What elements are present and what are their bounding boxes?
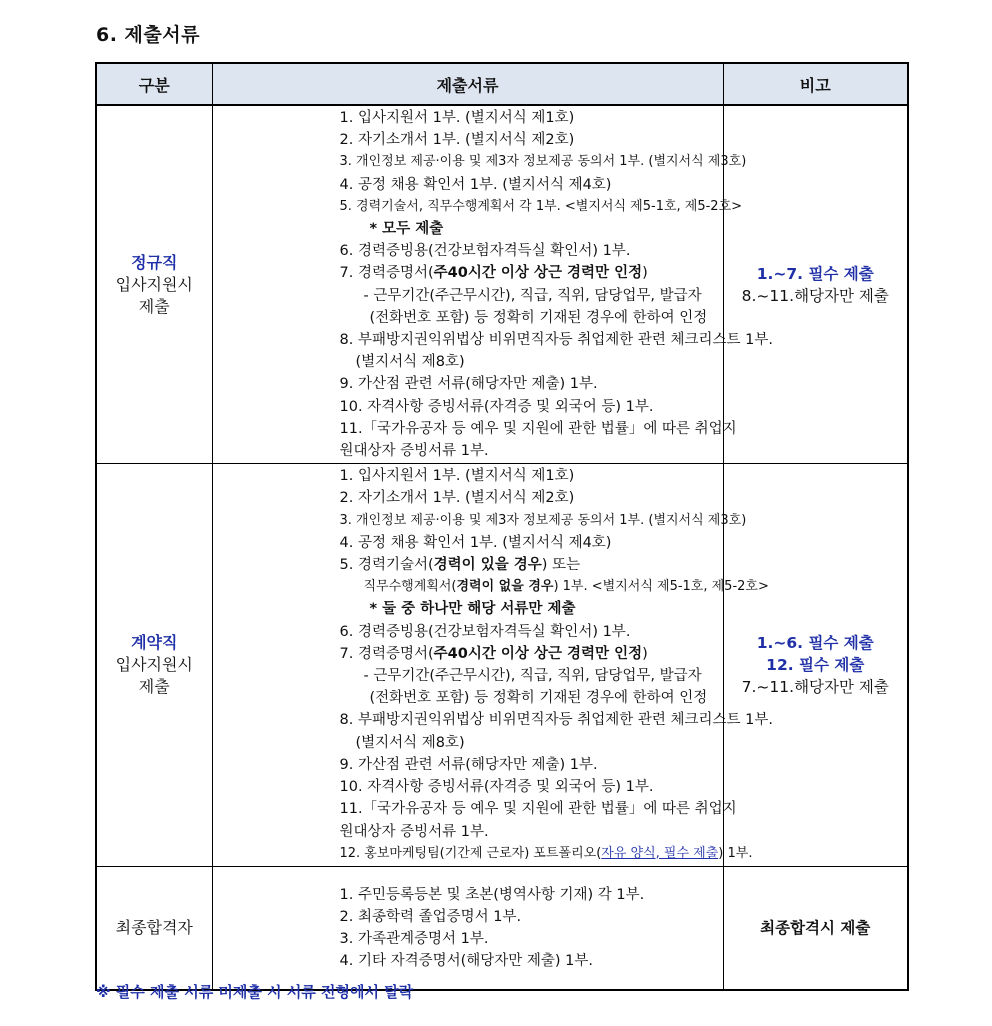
table-row-final xyxy=(96,866,908,990)
category-sub: 최종합격자 xyxy=(115,918,193,938)
category-regular xyxy=(96,105,212,464)
documents-table xyxy=(95,62,909,991)
section-title: 6. 제출서류 xyxy=(96,24,200,46)
list-item: 원대상자 증빙서류 1부. xyxy=(339,443,489,460)
list-item xyxy=(340,554,717,576)
list-item: 3. 개인정보 제공·이용 및 제3자 정보제공 동의서 1부. (별지서식 제3호) xyxy=(339,154,747,170)
header-remarks: 비고 xyxy=(723,63,908,105)
list-item: 3. 가족관계증명서 1부. xyxy=(339,931,489,948)
list-item: 2. 자기소개서 1부. (별지서식 제2호) xyxy=(339,490,575,507)
remark-required: 1.~7. 필수 제출 xyxy=(756,264,874,283)
header-category: 구분 xyxy=(96,63,212,105)
remark-final: 최종합격시 제출 xyxy=(760,919,871,938)
list-item: * 둘 중 하나만 해당 서류만 제출 xyxy=(369,601,576,618)
list-item: * 모두 제출 xyxy=(369,221,444,238)
category-sub: 입사지원시 xyxy=(115,274,193,294)
list-item xyxy=(340,262,717,284)
emphasis-text: 주40시간 이상 상근 경력만 인정 xyxy=(433,645,643,662)
category-final xyxy=(96,866,212,990)
list-text: ) 1부. <별지서식 제5-1호, 제5-2호> xyxy=(553,579,769,595)
list-item: 2. 자기소개서 1부. (별지서식 제2호) xyxy=(339,132,575,149)
list-item: 11.「국가유공자 등 예우 및 지원에 관한 법률」에 따른 취업지 xyxy=(339,420,737,437)
list-text: ) xyxy=(642,265,648,282)
category-title: 정규직 xyxy=(131,252,178,272)
list-item: 3. 개인정보 제공·이용 및 제3자 정보제공 동의서 1부. (별지서식 제3호) xyxy=(339,512,747,528)
list-item: 4. 기타 자격증명서(해당자만 제출) 1부. xyxy=(339,953,594,970)
list-item: (전화번호 포함) 등 정확히 기재된 경우에 한하여 인정 xyxy=(369,690,708,707)
list-text: ) 1부. xyxy=(718,845,753,861)
documents-regular xyxy=(212,105,774,464)
list-item: 10. 자격사항 증빙서류(자격증 및 외국어 등) 1부. xyxy=(339,779,654,796)
list-item: 2. 최종학력 졸업증명서 1부. xyxy=(339,908,522,925)
list-item: 4. 공정 채용 확인서 1부. (별지서식 제4호) xyxy=(339,176,612,193)
list-item: 8. 부패방지권익위법상 비위면직자등 취업제한 관련 체크리스트 1부. xyxy=(339,332,774,349)
list-text: 7. 경력증명서( xyxy=(339,265,434,282)
category-sub: 제출 xyxy=(138,296,170,316)
list-text: ) xyxy=(642,645,648,662)
list-item: 8. 부패방지권익위법상 비위면직자등 취업제한 관련 체크리스트 1부. xyxy=(339,712,774,729)
list-text: 12. 홍보마케팅팀(기간제 근로자) 포트폴리오( xyxy=(339,845,602,861)
remark-optional: 7.~11.해당자만 제출 xyxy=(741,678,889,697)
remark-required: 12. 필수 제출 xyxy=(766,656,865,675)
list-text: 7. 경력증명서( xyxy=(339,645,434,662)
documents-contract xyxy=(212,464,774,867)
list-text: ) 또는 xyxy=(541,557,581,574)
list-item: (별지서식 제8호) xyxy=(355,734,465,751)
list-item xyxy=(340,643,717,665)
list-item: 1. 입사지원서 1부. (별지서식 제1호) xyxy=(339,110,575,126)
table-header-row xyxy=(96,63,908,105)
emphasis-text: 주40시간 이상 상근 경력만 인정 xyxy=(433,265,643,282)
list-text: 직무수행계획서( xyxy=(363,579,457,595)
category-contract xyxy=(96,464,212,867)
emphasis-text: 자유 양식, 필수 제출 xyxy=(601,845,719,861)
list-item: 6. 경력증빙용(건강보험자격득실 확인서) 1부. xyxy=(339,243,631,260)
remarks-regular xyxy=(723,105,908,464)
category-sub: 제출 xyxy=(138,677,170,697)
list-item: 10. 자격사항 증빙서류(자격증 및 외국어 등) 1부. xyxy=(339,398,654,415)
list-item: 1. 주민등록등본 및 초본(병역사항 기재) 각 1부. xyxy=(339,886,645,903)
list-text: 5. 경력기술서( xyxy=(339,557,434,574)
category-sub: 입사지원시 xyxy=(115,655,193,675)
list-item xyxy=(340,576,769,598)
list-item: 11.「국가유공자 등 예우 및 지원에 관한 법률」에 따른 취업지 xyxy=(339,801,737,818)
header-documents: 제출서류 xyxy=(212,63,723,105)
category-title: 계약직 xyxy=(131,633,178,653)
list-item: 6. 경력증빙용(건강보험자격득실 확인서) 1부. xyxy=(339,623,631,640)
list-item xyxy=(339,843,753,865)
list-item: 9. 가산점 관련 서류(해당자만 제출) 1부. xyxy=(339,756,598,773)
list-item: 원대상자 증빙서류 1부. xyxy=(339,823,489,840)
list-item: (별지서식 제8호) xyxy=(355,354,465,371)
list-item: - 근무기간(주근무시간), 직급, 직위, 담당업무, 발급자 xyxy=(363,287,702,304)
remark-required: 1.~6. 필수 제출 xyxy=(756,634,874,653)
remarks-contract xyxy=(723,464,908,867)
list-item: 5. 경력기술서, 직무수행계획서 각 1부. <별지서식 제5-1호, 제5-2호> xyxy=(339,198,743,214)
list-item: - 근무기간(주근무시간), 직급, 직위, 담당업무, 발급자 xyxy=(363,668,702,685)
list-item: 9. 가산점 관련 서류(해당자만 제출) 1부. xyxy=(339,376,598,393)
footer-note: ※ 필수 제출 서류 미제출 시 서류 전형에서 탈락 xyxy=(96,983,414,1001)
remarks-final xyxy=(723,866,908,990)
remark-optional: 8.~11.해당자만 제출 xyxy=(741,286,889,305)
table-row-contract xyxy=(96,464,908,867)
emphasis-text: 경력이 없을 경우 xyxy=(456,579,554,595)
list-item: 4. 공정 채용 확인서 1부. (별지서식 제4호) xyxy=(339,534,612,551)
list-item: 1. 입사지원서 1부. (별지서식 제1호) xyxy=(339,468,575,485)
list-item: (전화번호 포함) 등 정확히 기재된 경우에 한하여 인정 xyxy=(369,309,708,326)
table-row-regular xyxy=(96,105,908,464)
documents-final xyxy=(212,866,723,990)
emphasis-text: 경력이 있을 경우 xyxy=(433,557,542,574)
